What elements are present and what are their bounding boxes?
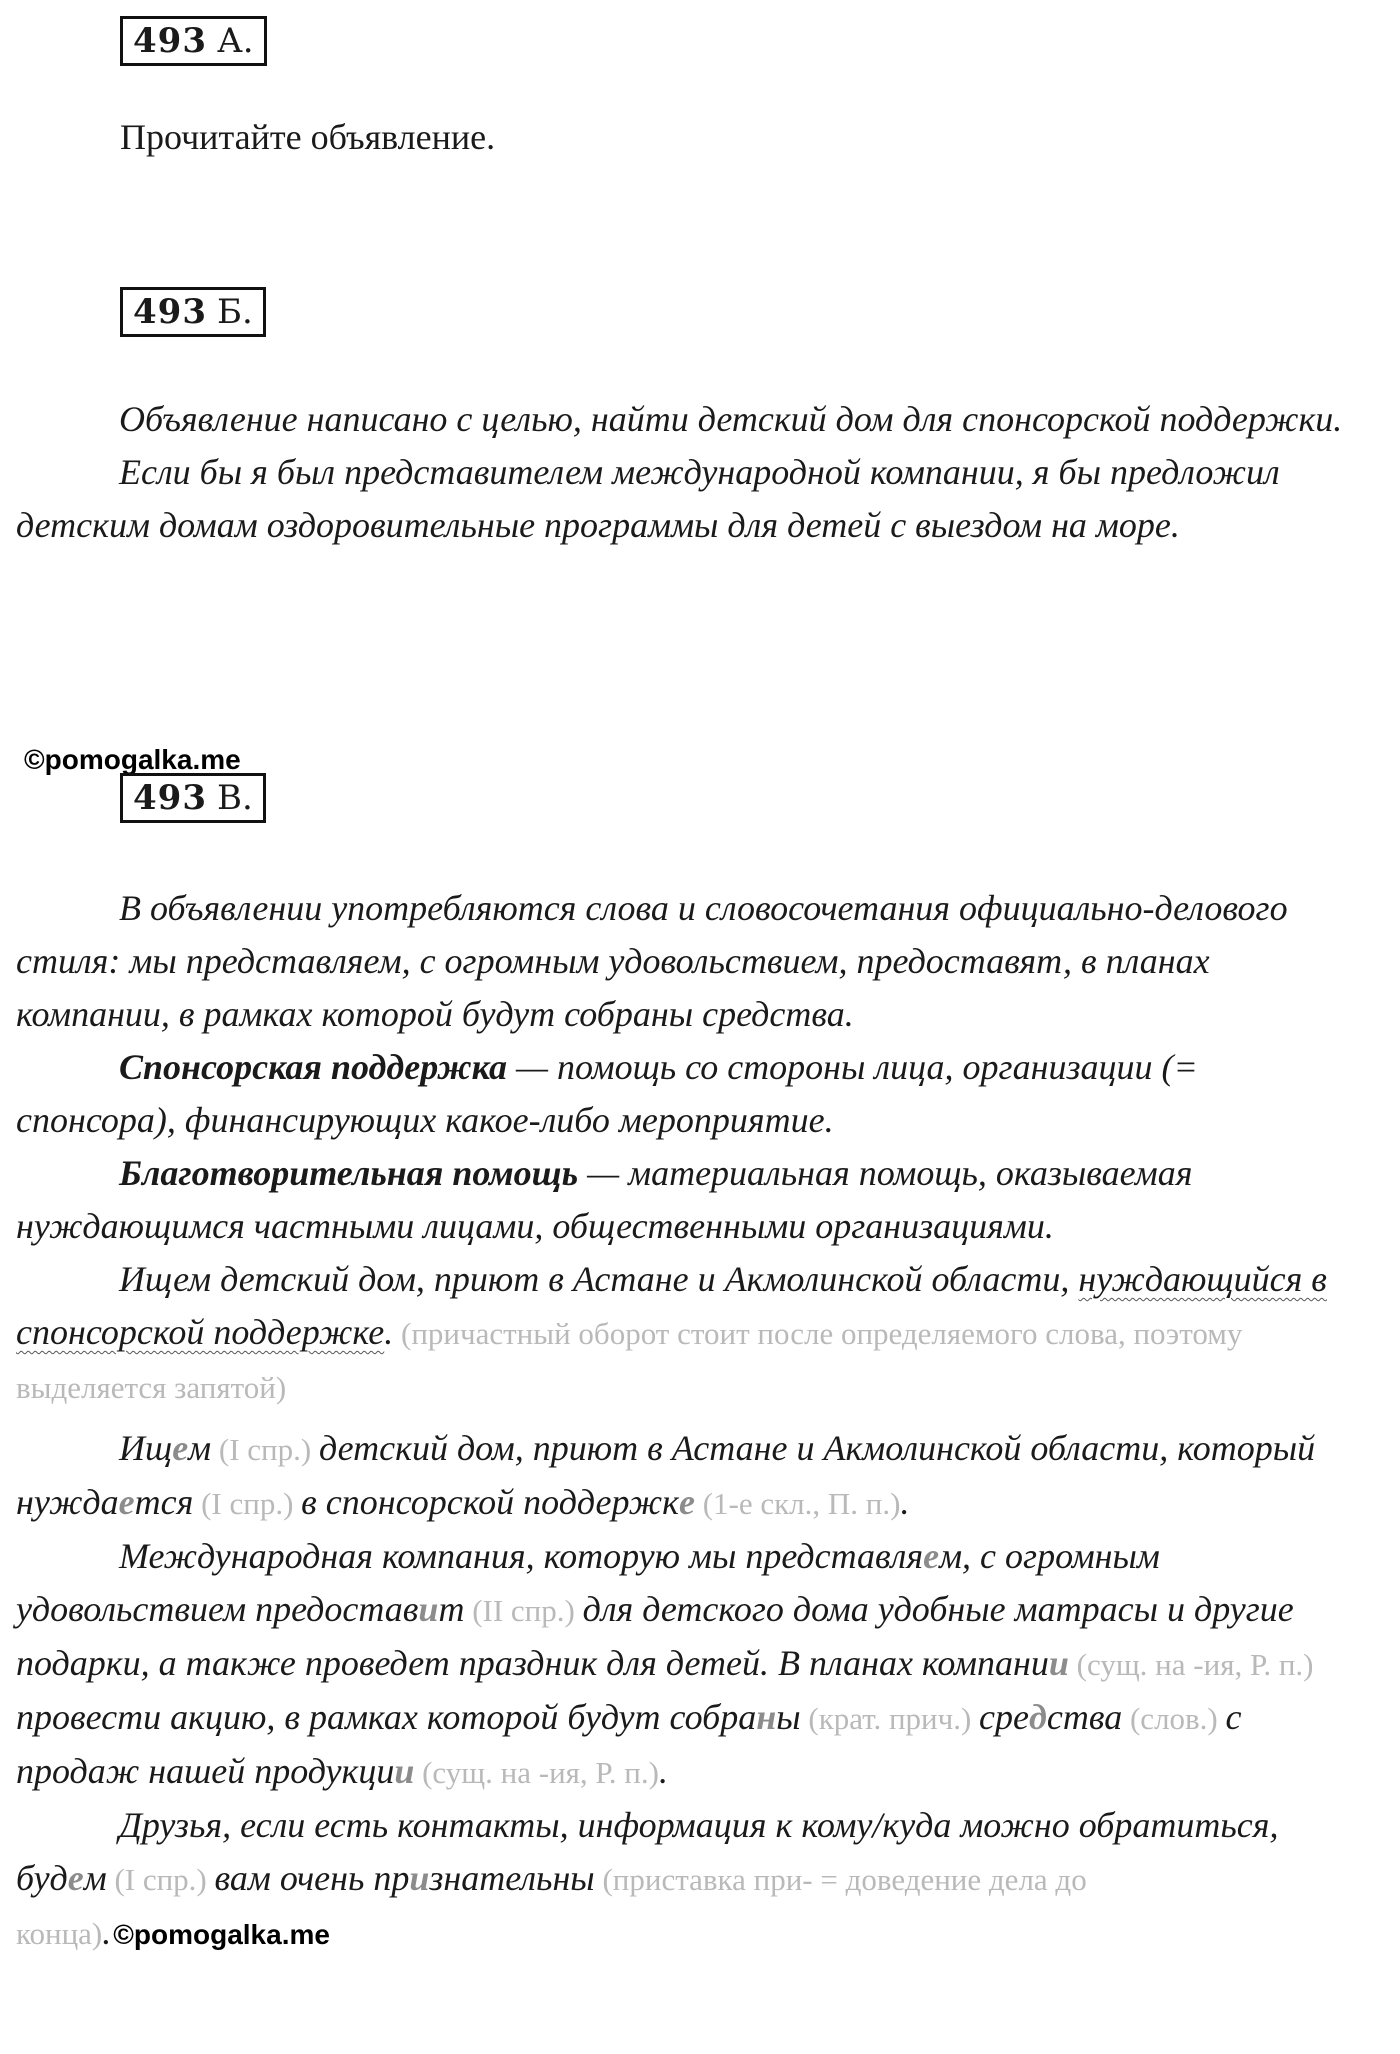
task-number-box-v <box>120 773 266 823</box>
text: . <box>658 1751 668 1791</box>
text: Ищем детский дом, приют в Астане и Акмолинской области, <box>119 1259 1079 1299</box>
grammar-note: (крат. прич.) <box>800 1701 980 1736</box>
task-v-answer <box>16 882 1356 1961</box>
task-letter: А. <box>216 21 254 61</box>
text: Международная компания, которую мы представля <box>119 1536 924 1576</box>
highlighted-letter: е <box>67 1858 84 1898</box>
watermark: ©pomogalka.me <box>113 1919 330 1950</box>
text: . <box>384 1312 394 1352</box>
paragraph <box>16 1530 1356 1799</box>
text: провести акцию, в рамках которой будут собра <box>16 1697 757 1737</box>
text: детский дом, приют в Астане и Акмолинской области, который нужда <box>16 1428 1316 1522</box>
task-number-box-b <box>120 287 266 337</box>
text: знательны <box>429 1858 595 1898</box>
definition: — помощь со стороны лица, организации (= спонсора), финансирующих какое-либо мероприятие. <box>16 1047 1198 1140</box>
highlighted-letter: е <box>118 1482 135 1522</box>
text: для детского дома удобные матрасы и другие подарки, а также проведет праздник для детей. В планах компани <box>16 1589 1294 1683</box>
grammar-note: (I спр.) <box>211 1432 319 1467</box>
text: Ищ <box>119 1428 173 1468</box>
highlighted-letter: и <box>394 1751 415 1791</box>
paragraph: Объявление написано с целью, найти детский дом для спонсорской поддержки. <box>119 399 1343 439</box>
text: ства <box>1046 1697 1123 1737</box>
text: в спонсорской поддержк <box>301 1482 679 1522</box>
highlighted-letter: и <box>1048 1643 1069 1683</box>
task-letter: В. <box>216 778 253 818</box>
highlighted-letter: д <box>1029 1697 1047 1737</box>
grammar-note: (I спр.) <box>193 1486 302 1521</box>
text: с продаж нашей продукци <box>16 1697 1242 1791</box>
definition: — материальная помощь, оказываемая нуждающимся частными лицами, общественными организациями. <box>16 1153 1193 1246</box>
text: . <box>900 1482 910 1522</box>
grammar-note: (сущ. на -ия, Р. п.) <box>1068 1647 1314 1682</box>
paragraph: Если бы я был представителем международной компании, я бы предложил детским домам оздоровительные программы для детей с выездом на море. <box>16 452 1280 545</box>
paragraph <box>16 1799 1356 1961</box>
highlighted-letter: н <box>756 1697 777 1737</box>
grammar-note: (сущ. на -ия, Р. п.) <box>414 1755 659 1790</box>
grammar-note: (приставка при- = доведение дела до конца) <box>16 1862 1087 1951</box>
task-a-instruction: Прочитайте объявление. <box>120 117 496 157</box>
task-number: 493 <box>133 778 207 818</box>
term: Спонсорская поддержка <box>119 1047 507 1087</box>
watermark: ©pomogalka.me <box>24 744 241 775</box>
highlighted-letter: е <box>172 1428 189 1468</box>
text: сре <box>979 1697 1030 1737</box>
term: Благотворительная помощь <box>119 1153 579 1193</box>
text: м, с огромным удовольствием предостав <box>16 1536 1160 1629</box>
grammar-note: (I спр.) <box>106 1862 215 1897</box>
text: т <box>438 1589 465 1629</box>
highlighted-letter: е <box>678 1482 695 1522</box>
participial-phrase: нуждающийся в спонсорской поддержке <box>16 1259 1327 1352</box>
highlighted-letter: е <box>923 1536 940 1576</box>
paragraph <box>16 1253 1356 1414</box>
task-number-box-a <box>120 16 267 66</box>
text: вам очень пр <box>214 1858 410 1898</box>
definition-paragraph <box>16 1041 1356 1147</box>
text: ы <box>776 1697 801 1737</box>
grammar-note: (слов.) <box>1122 1701 1226 1736</box>
grammar-note: (II спр.) <box>464 1593 583 1628</box>
task-b-answer <box>16 393 1356 552</box>
grammar-note: (1-е скл., П. п.) <box>694 1486 901 1521</box>
grammar-note: (причастный оборот стоит после определяемого слова, поэтому выделяется запятой) <box>16 1316 1243 1405</box>
text: . <box>102 1912 112 1952</box>
text: Друзья, если есть контакты, информация к кому/куда можно обратиться, буд <box>16 1805 1279 1898</box>
paragraph: В объявлении употребляются слова и словосочетания официально-делового стиля: мы представляем, с огромным удовольствием, предоставят, в планах компании, в рамках которой будут собраны средства. <box>16 888 1288 1034</box>
definition-paragraph <box>16 1147 1356 1253</box>
task-letter: Б. <box>216 292 253 332</box>
highlighted-letter: и <box>409 1858 430 1898</box>
text: тся <box>134 1482 194 1522</box>
task-number: 493 <box>133 21 207 61</box>
paragraph <box>16 1422 1356 1530</box>
text: м <box>188 1428 212 1468</box>
highlighted-letter: и <box>418 1589 439 1629</box>
text: м <box>83 1858 107 1898</box>
task-number: 493 <box>133 292 207 332</box>
